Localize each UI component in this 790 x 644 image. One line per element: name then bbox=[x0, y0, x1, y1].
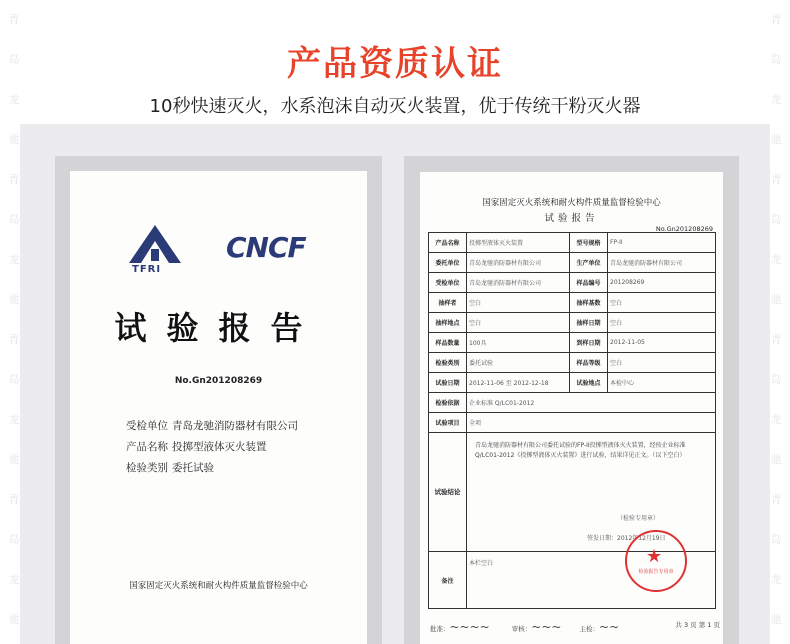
table-row-remark: 备注 本栏空白 bbox=[429, 552, 715, 608]
cover-field-test-type: 检验类别 委托试验 bbox=[126, 462, 214, 474]
inspection-stamp: ★ 检验报告专用章 bbox=[625, 530, 687, 592]
report-title: 试验报告 bbox=[544, 213, 599, 224]
reviewer-signature: ~~~ bbox=[531, 620, 562, 634]
table-row: 抽样地点 空白 抽样日期 空白 bbox=[429, 313, 715, 333]
issue-date: 签发日期：2012年12月19日 bbox=[587, 535, 666, 542]
report-frame bbox=[404, 156, 739, 644]
table-row: 产品名称 投掷型液体灭火装置 型号规格 FP-II bbox=[429, 233, 715, 253]
cover-page bbox=[70, 171, 367, 644]
cncf-logo: CNCF bbox=[226, 231, 306, 264]
certificate-stage bbox=[20, 124, 770, 644]
tfri-logo-text: TFRI bbox=[132, 264, 162, 275]
star-icon: ★ bbox=[646, 546, 663, 567]
table-row: 委托单位 青岛龙驰消防器材有限公司 生产单位 青岛龙驰消防器材有限公司 bbox=[429, 253, 715, 273]
report-org: 国家固定灭火系统和耐火构件质量监督检验中心 bbox=[482, 198, 661, 208]
cover-footer-org: 国家固定灭火系统和耐火构件质量监督检验中心 bbox=[129, 581, 308, 591]
table-row-conclusion: 试验结论 青岛龙驰消防器材有限公司委托试验的FP-II投掷型液体灭火装置，经按企业标准 Q/LC01-2012《投掷型液体灭火装置》进行试验，结果详见正文。（以下空白） （检验专用章） 签发日期：2012年12月19日 bbox=[429, 433, 715, 552]
signature-line: 批准：~~~~ 审核：~~~ 主检：~~ 共 3 页 第 1 页 bbox=[430, 620, 720, 634]
table-row: 试验日期 2012-11-06 至 2012-12-18 试验地点 本检中心 bbox=[429, 373, 715, 393]
approver-signature: ~~~~ bbox=[449, 620, 490, 634]
conclusion-stamp-note: （检验专用章） bbox=[617, 515, 660, 522]
watermark-right: 青岛龙驰 青岛龙驰 青岛龙驰 青岛龙驰 bbox=[770, 13, 782, 626]
cover-title: 试验报告 bbox=[114, 309, 323, 347]
table-row: 样品数量 100具 到样日期 2012-11-05 bbox=[429, 333, 715, 353]
page-info: 共 3 页 第 1 页 bbox=[675, 621, 720, 629]
table-row: 检验类别 委托试验 样品等级 空白 bbox=[429, 353, 715, 373]
cover-report-number: No.Gn201208269 bbox=[174, 376, 263, 386]
watermark-left: 青岛龙驰 青岛龙驰 青岛龙驰 青岛龙驰 bbox=[8, 13, 20, 626]
conclusion-text: 青岛龙驰消防器材有限公司委托试验的FP-II投掷型液体灭火装置，经按企业标准 Q/LC01-2012《投掷型液体灭火装置》进行试验，结果详见正文。（以下空白） bbox=[475, 442, 686, 459]
page-title: 产品资质认证 bbox=[287, 44, 503, 84]
page-subtitle: 10秒快速灭火，水系泡沫自动灭火装置，优于传统干粉灭火器 bbox=[149, 96, 641, 117]
report-page bbox=[420, 172, 723, 644]
table-row: 受检单位 青岛龙驰消防器材有限公司 样品编号 201208269 bbox=[429, 273, 715, 293]
table-row-basis: 检验依据 企业标准 Q/LC01-2012 bbox=[429, 393, 715, 413]
cover-field-product-name: 产品名称 投掷型液体灭火装置 bbox=[126, 441, 267, 453]
report-number: No.Gn201208269 bbox=[655, 225, 713, 233]
cover-frame bbox=[55, 156, 382, 644]
table-row-items: 试验项目 全项 bbox=[429, 413, 715, 433]
inspector-signature: ~~ bbox=[599, 620, 620, 634]
table-row: 抽样者 空白 抽样基数 空白 bbox=[429, 293, 715, 313]
cover-field-inspected-unit: 受检单位 青岛龙驰消防器材有限公司 bbox=[126, 420, 298, 432]
